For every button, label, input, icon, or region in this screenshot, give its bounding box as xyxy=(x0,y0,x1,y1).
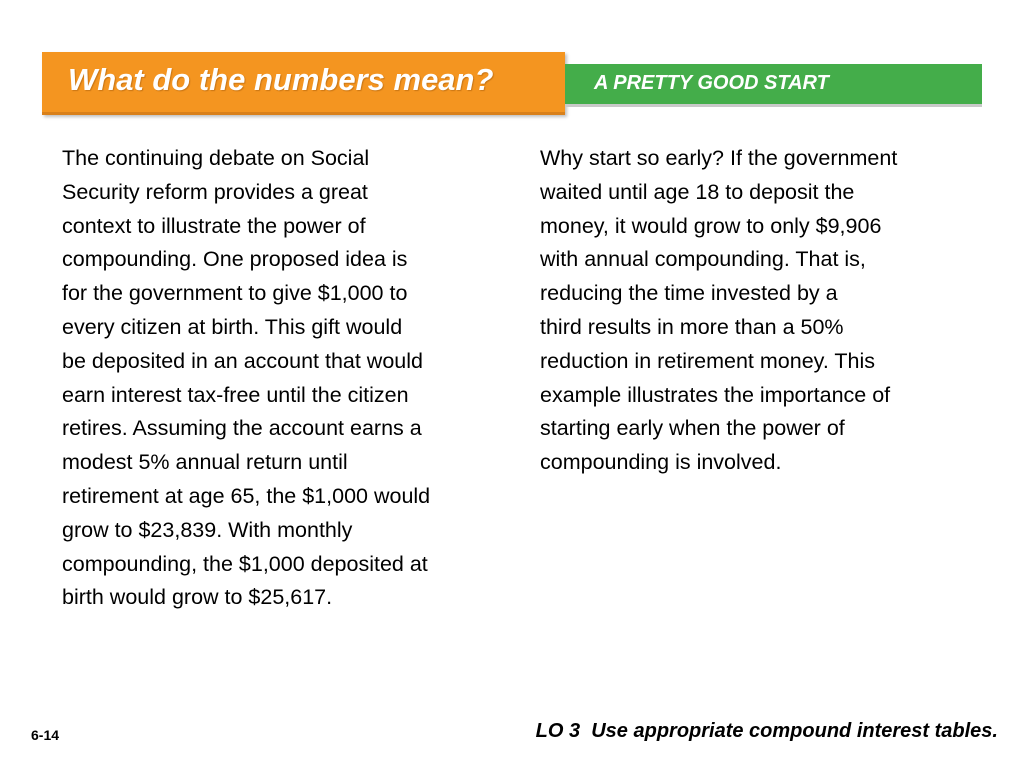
text-line: starting early when the power of xyxy=(540,416,845,441)
text-line: reducing the time invested by a xyxy=(540,281,838,306)
text-line: retires. Assuming the account earns a xyxy=(62,416,422,441)
right-text-column xyxy=(540,142,980,480)
text-line: Security reform provides a great xyxy=(62,179,368,204)
text-line: reduction in retirement money. This xyxy=(540,348,875,373)
text-line: birth would grow to $25,617. xyxy=(62,585,333,610)
text-line: The continuing debate on Social xyxy=(62,146,370,170)
header-banner xyxy=(42,52,982,112)
text-line: waited until age 18 to deposit the xyxy=(540,179,855,204)
text-line: third results in more than a 50% xyxy=(540,314,844,339)
text-line: for the government to give $1,000 to xyxy=(62,281,408,306)
text-line: be deposited in an account that would xyxy=(62,348,423,373)
text-line: every citizen at birth. This gift would xyxy=(62,314,403,339)
section-subtitle: A PRETTY GOOD START xyxy=(594,72,829,94)
text-line: Why start so early? If the government xyxy=(540,146,898,170)
left-text-column xyxy=(62,142,512,615)
page-number: 6-14 xyxy=(31,727,60,743)
text-line: with annual compounding. That is, xyxy=(540,247,866,272)
text-line: modest 5% annual return until xyxy=(62,450,348,475)
text-line: money, it would grow to only $9,906 xyxy=(540,213,882,238)
learning-objective: LO 3 Use appropriate compound interest tables. xyxy=(535,720,998,742)
text-line: context to illustrate the power of xyxy=(62,213,366,238)
subtitle-bar xyxy=(565,64,982,107)
text-line: example illustrates the importance of xyxy=(540,382,891,407)
text-line: compounding, the $1,000 deposited at xyxy=(62,551,428,576)
text-line: retirement at age 65, the $1,000 would xyxy=(62,483,431,508)
text-line: compounding. One proposed idea is xyxy=(62,247,408,272)
text-line: earn interest tax-free until the citizen xyxy=(62,382,409,407)
text-line: compounding is involved. xyxy=(540,450,782,475)
text-line: grow to $23,839. With monthly xyxy=(62,517,353,542)
page-title: What do the numbers mean? xyxy=(68,62,494,97)
title-box xyxy=(42,52,565,115)
